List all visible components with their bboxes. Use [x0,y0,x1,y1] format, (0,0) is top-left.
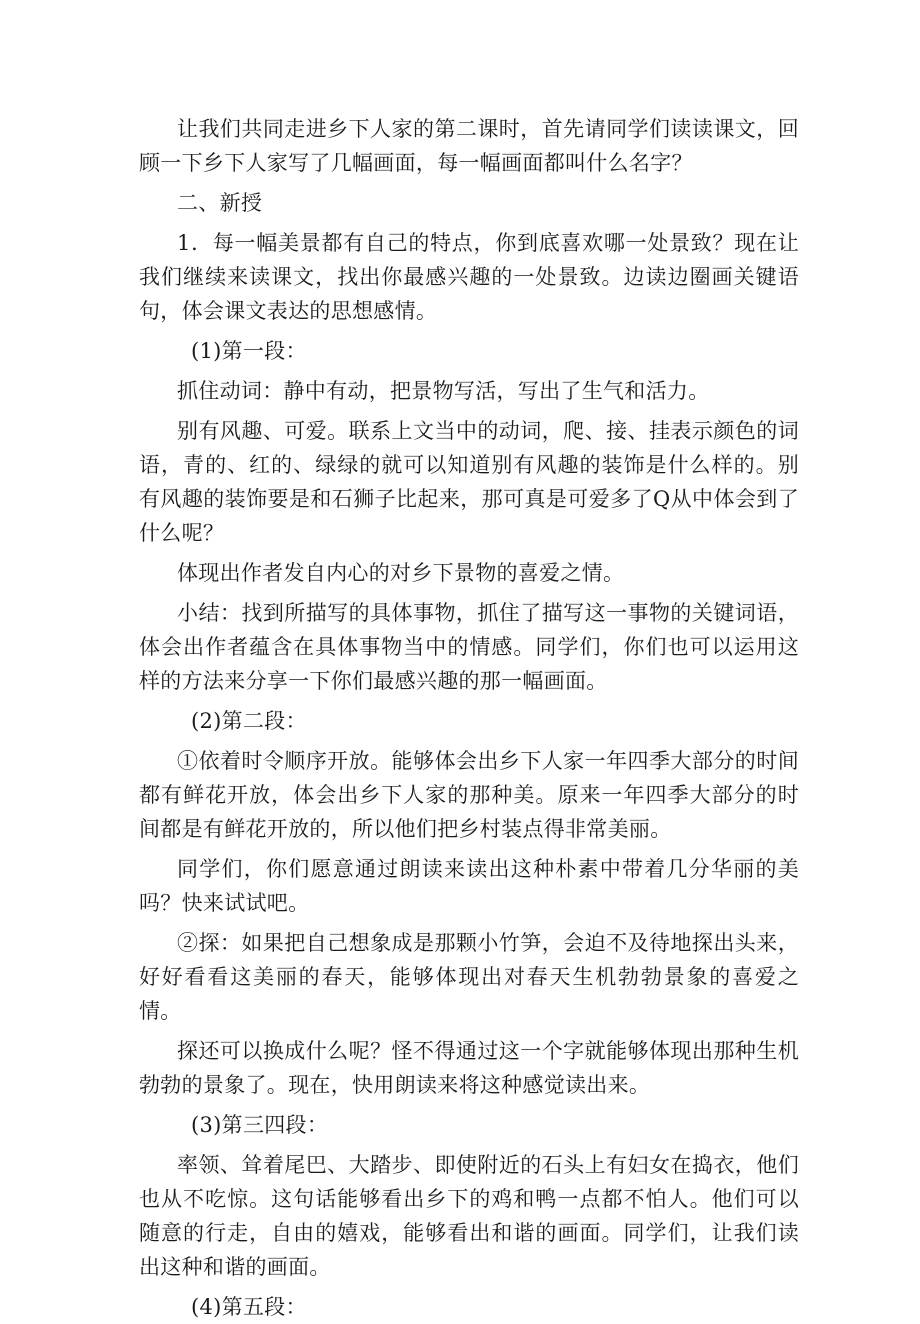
paragraph-feeling: 体现出作者发自内心的对乡下景物的喜爱之情。 [177,561,625,585]
section-heading-new-lesson: 二、新授 [177,191,263,215]
paragraph-replace-word: 探还可以换成什么呢？怪不得通过这一个字就能够体现出那种生机勃勃的景象了。现在，快用朗读来将这种感觉读出来。 [139,1039,799,1097]
paragraph-verbs: 抓住动词：静中有动，把景物写活，写出了生气和活力。 [177,379,710,403]
paragraph-intro: 让我们共同走进乡下人家的第二课时，首先请同学们读读课文，回顾一下乡下人家写了几幅画面，每一幅画面都叫什么名字？ [139,117,799,175]
paragraph-bamboo: ②探：如果把自己想象成是那颗小竹笋，会迫不及待地探出头来，好好看看这美丽的春天，能够体现出对春天生机勃勃景象的喜爱之情。 [139,931,799,1023]
document-body [139,112,799,1324]
paragraph-read-aloud: 同学们，你们愿意通过朗读来读出这种朴素中带着几分华丽的美吗？快来试试吧。 [139,857,799,915]
paragraph-seasons: ①依着时令顺序开放。能够体会出乡下人家一年四季大部分的时间都有鲜花开放，体会出乡下人家的那种美。原来一年四季大部分的时间都是有鲜花开放的，所以他们把乡村装点得非常美丽。 [139,749,799,841]
subheading-part-4: (4)第五段： [191,1295,307,1319]
subheading-part-3: (3)第三四段： [191,1113,329,1137]
subheading-part-2: (2)第二段： [191,709,307,733]
paragraph-chickens-ducks: 率领、耸着尾巴、大踏步、即使附近的石头上有妇女在捣衣，他们也从不吃惊。这句话能够看出乡下的鸡和鸭一点都不怕人。他们可以随意的行走，自由的嬉戏，能够看出和谐的画面。同学们，让我们读出这种和谐的画面。 [139,1153,799,1279]
paragraph-task-1: 1．每一幅美景都有自己的特点，你到底喜欢哪一处景致？现在让我们继续来读课文，找出你最感兴趣的一处景致。边读边圈画关键语句，体会课文表达的思想感情。 [139,231,799,323]
paragraph-interest: 别有风趣、可爱。联系上文当中的动词，爬、接、挂表示颜色的词语，青的、红的、绿绿的就可以知道别有风趣的装饰是什么样的。别有风趣的装饰要是和石狮子比起来，那可真是可爱多了Q从中体会到了什么呢？ [139,419,799,545]
paragraph-summary: 小结：找到所描写的具体事物，抓住了描写这一事物的关键词语，体会出作者蕴含在具体事物当中的情感。同学们，你们也可以运用这样的方法来分享一下你们最感兴趣的那一幅画面。 [139,601,799,693]
subheading-part-1: (1)第一段： [191,339,307,363]
